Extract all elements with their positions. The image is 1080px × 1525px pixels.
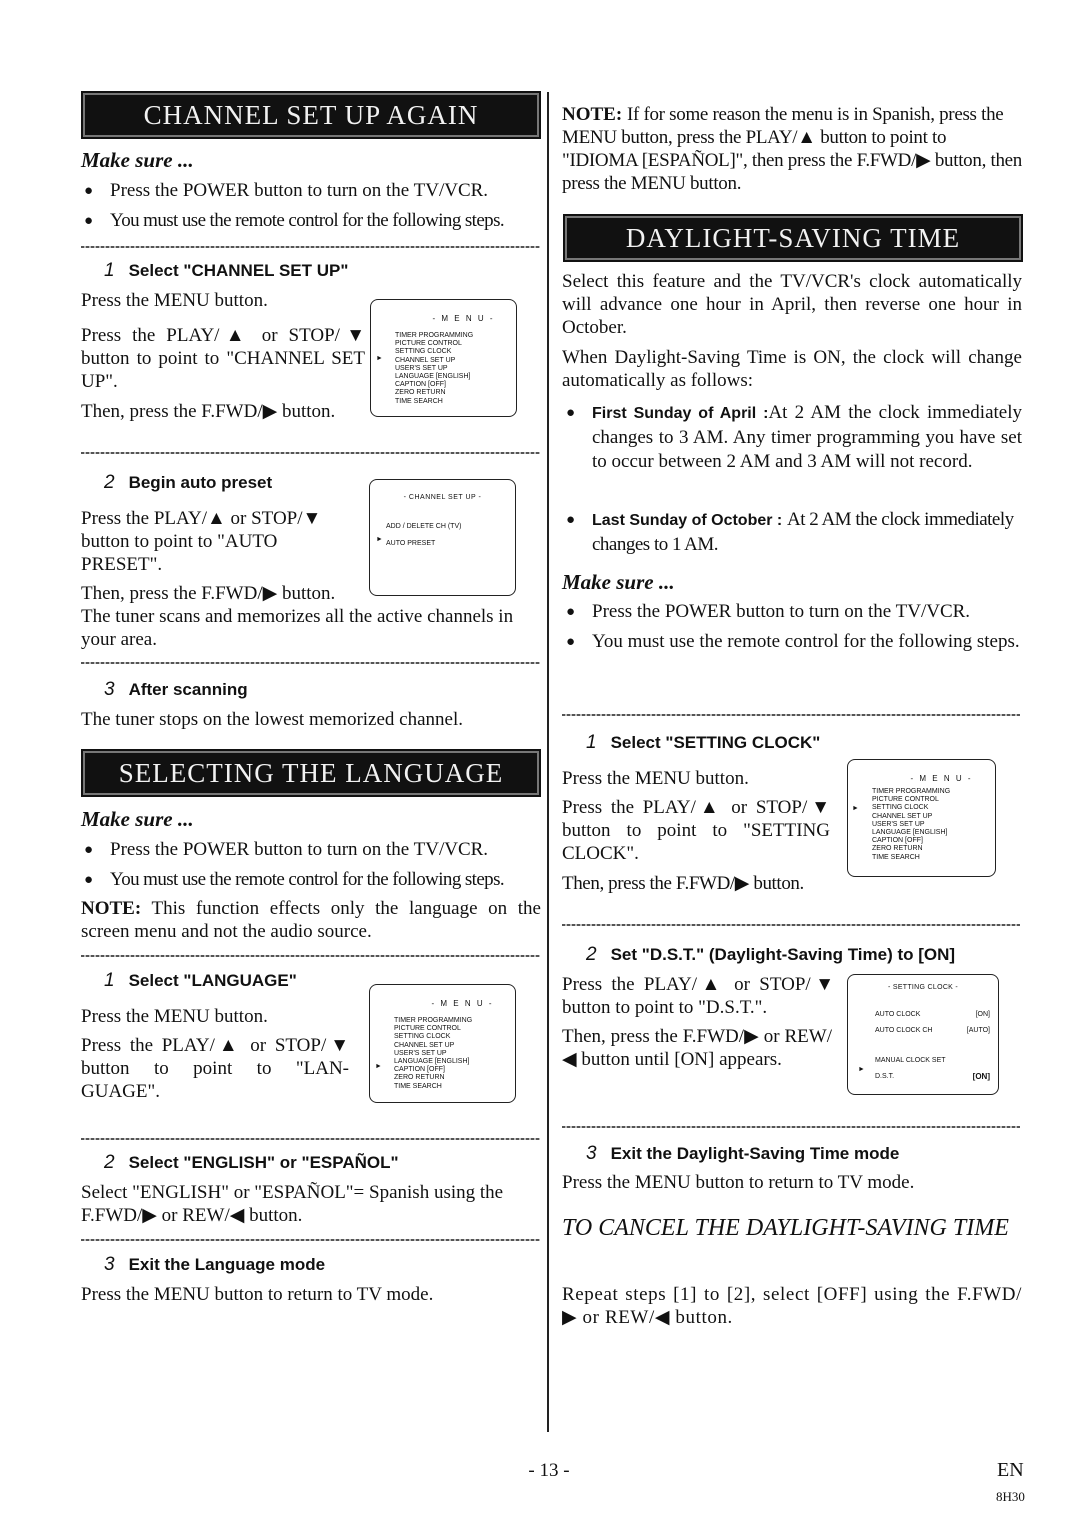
- dst-intro: Select this feature and the TV/VCR's clock automatically will advance one hour in April, then reverse one hour in October.: [562, 271, 1022, 338]
- channel-setup-screen: - CHANNEL SET UP - ► ADD / DELETE CH (TV) AUTO PRESET: [369, 479, 516, 596]
- step-2-title: 2 Begin auto preset: [104, 472, 273, 493]
- dst-step-3-title: 3 Exit the Daylight-Saving Time mode: [586, 1143, 900, 1164]
- step-text: Press the MENU button.: [81, 290, 268, 311]
- channel-setup-banner: CHANNEL SET UP AGAIN: [81, 91, 541, 139]
- divider: [562, 1126, 1020, 1128]
- make-sure-heading: Make sure ...: [562, 570, 675, 594]
- menu-screen: - M E N U - ► TIMER PROGRAMMING PICTURE CONTROL SETTING CLOCK CHANNEL SET UP USER'S SET UP LANGUAGE [ENGLISH] CAPTION [OFF] ZERO RETURN TIME SEARCH: [369, 984, 516, 1103]
- step-text: Then, press the F.FWD/▶ button.: [562, 873, 804, 894]
- divider: [81, 1239, 540, 1241]
- dst-intro: When Daylight-Saving Time is ON, the clock will change automatically as follows:: [562, 347, 1022, 391]
- step-text: Press the MENU button.: [81, 1006, 268, 1027]
- step-text: Press the PLAY/▲ or STOP/▼ button to point to "LAN-GUAGE".: [81, 1035, 349, 1102]
- step-text: Select "ENGLISH" or "ESPAÑOL"= Spanish using the F.FWD/▶ or REW/◀ button.: [81, 1182, 504, 1226]
- step-text: Then, press the F.FWD/▶ or REW/◀ button until [ON] appears.: [562, 1026, 832, 1070]
- cancel-dst-text: Repeat steps [1] to [2], select [OFF] using the F.FWD/▶ or REW/◀ button.: [562, 1284, 1022, 1328]
- language-note: NOTE: This function effects only the language on the screen menu and not the audio source.: [81, 898, 541, 942]
- step-text: Press the MENU button.: [562, 768, 749, 789]
- step-text: Then, press the F.FWD/▶ button.: [81, 583, 336, 604]
- step-text: Press the MENU button to return to TV mode.: [81, 1284, 434, 1305]
- divider: [81, 955, 540, 957]
- dst-banner: DAYLIGHT-SAVING TIME: [563, 214, 1023, 262]
- column-divider: [547, 92, 549, 1432]
- divider: [81, 662, 540, 664]
- divider: [562, 924, 1020, 926]
- setting-clock-screen: - SETTING CLOCK - AUTO CLOCK [ON] AUTO CLOCK CH [AUTO] MANUAL CLOCK SET D.S.T. [ON] ►: [847, 974, 999, 1095]
- step-text: Press the PLAY/▲ or STOP/▼ button to point to "SETTING CLOCK".: [562, 797, 830, 864]
- step-text: Press the MENU button to return to TV mode.: [562, 1172, 915, 1193]
- divider: [81, 246, 540, 248]
- step-text: Press the PLAY/▲ or STOP/▼ button to point to "AUTO PRESET".: [81, 508, 322, 575]
- make-sure-heading: Make sure ...: [81, 148, 194, 172]
- divider: [562, 714, 1020, 716]
- cancel-dst-heading: TO CANCEL THE DAYLIGHT-SAVING TIME: [562, 1215, 1009, 1241]
- step-text: Then, press the F.FWD/▶ button.: [81, 401, 336, 422]
- step-text: The tuner scans and memorizes all the active channels in your area.: [81, 606, 514, 650]
- page-number: - 13 -: [528, 1460, 570, 1481]
- step-text: The tuner stops on the lowest memorized channel.: [81, 709, 464, 730]
- model-code: 8H30: [996, 1489, 1025, 1504]
- step-3-title: 3 After scanning: [104, 679, 248, 700]
- step-text: Press the PLAY/▲ or STOP/▼ button to point to "CHANNEL SET UP".: [81, 325, 365, 392]
- dst-step-2-title: 2 Set "D.S.T." (Daylight-Saving Time) to [ON]: [586, 944, 956, 965]
- lang-step-2-title: 2 Select "ENGLISH" or "ESPAÑOL": [104, 1152, 399, 1173]
- language-code: EN: [997, 1459, 1024, 1481]
- menu-screen: - M E N U - ► TIMER PROGRAMMING PICTURE CONTROL SETTING CLOCK CHANNEL SET UP USER'S SET UP LANGUAGE [ENGLISH] CAPTION [OFF] ZERO RETURN TIME SEARCH: [370, 299, 517, 417]
- step-text: Press the PLAY/▲ or STOP/▼ button to point to "D.S.T.".: [562, 974, 834, 1018]
- menu-screen: - M E N U - ► TIMER PROGRAMMING PICTURE CONTROL SETTING CLOCK CHANNEL SET UP USER'S SET UP LANGUAGE [ENGLISH] CAPTION [OFF] ZERO RETURN TIME SEARCH: [847, 759, 996, 877]
- lang-step-3-title: 3 Exit the Language mode: [104, 1254, 326, 1275]
- dst-step-1-title: 1 Select "SETTING CLOCK": [586, 732, 821, 753]
- spanish-note: NOTE: If for some reason the menu is in Spanish, press the MENU button, press the PLAY/▲ button to point to "IDIOMA [ESPAÑOL]", then press the F.FWD/▶ button, then press the MENU button.: [562, 104, 1022, 194]
- make-sure-heading: Make sure ...: [81, 807, 194, 831]
- step-1-title: 1 Select "CHANNEL SET UP": [104, 260, 349, 281]
- language-banner: SELECTING THE LANGUAGE: [81, 749, 541, 797]
- divider: [81, 1138, 540, 1140]
- lang-step-1-title: 1 Select "LANGUAGE": [104, 970, 297, 991]
- divider: [81, 452, 540, 454]
